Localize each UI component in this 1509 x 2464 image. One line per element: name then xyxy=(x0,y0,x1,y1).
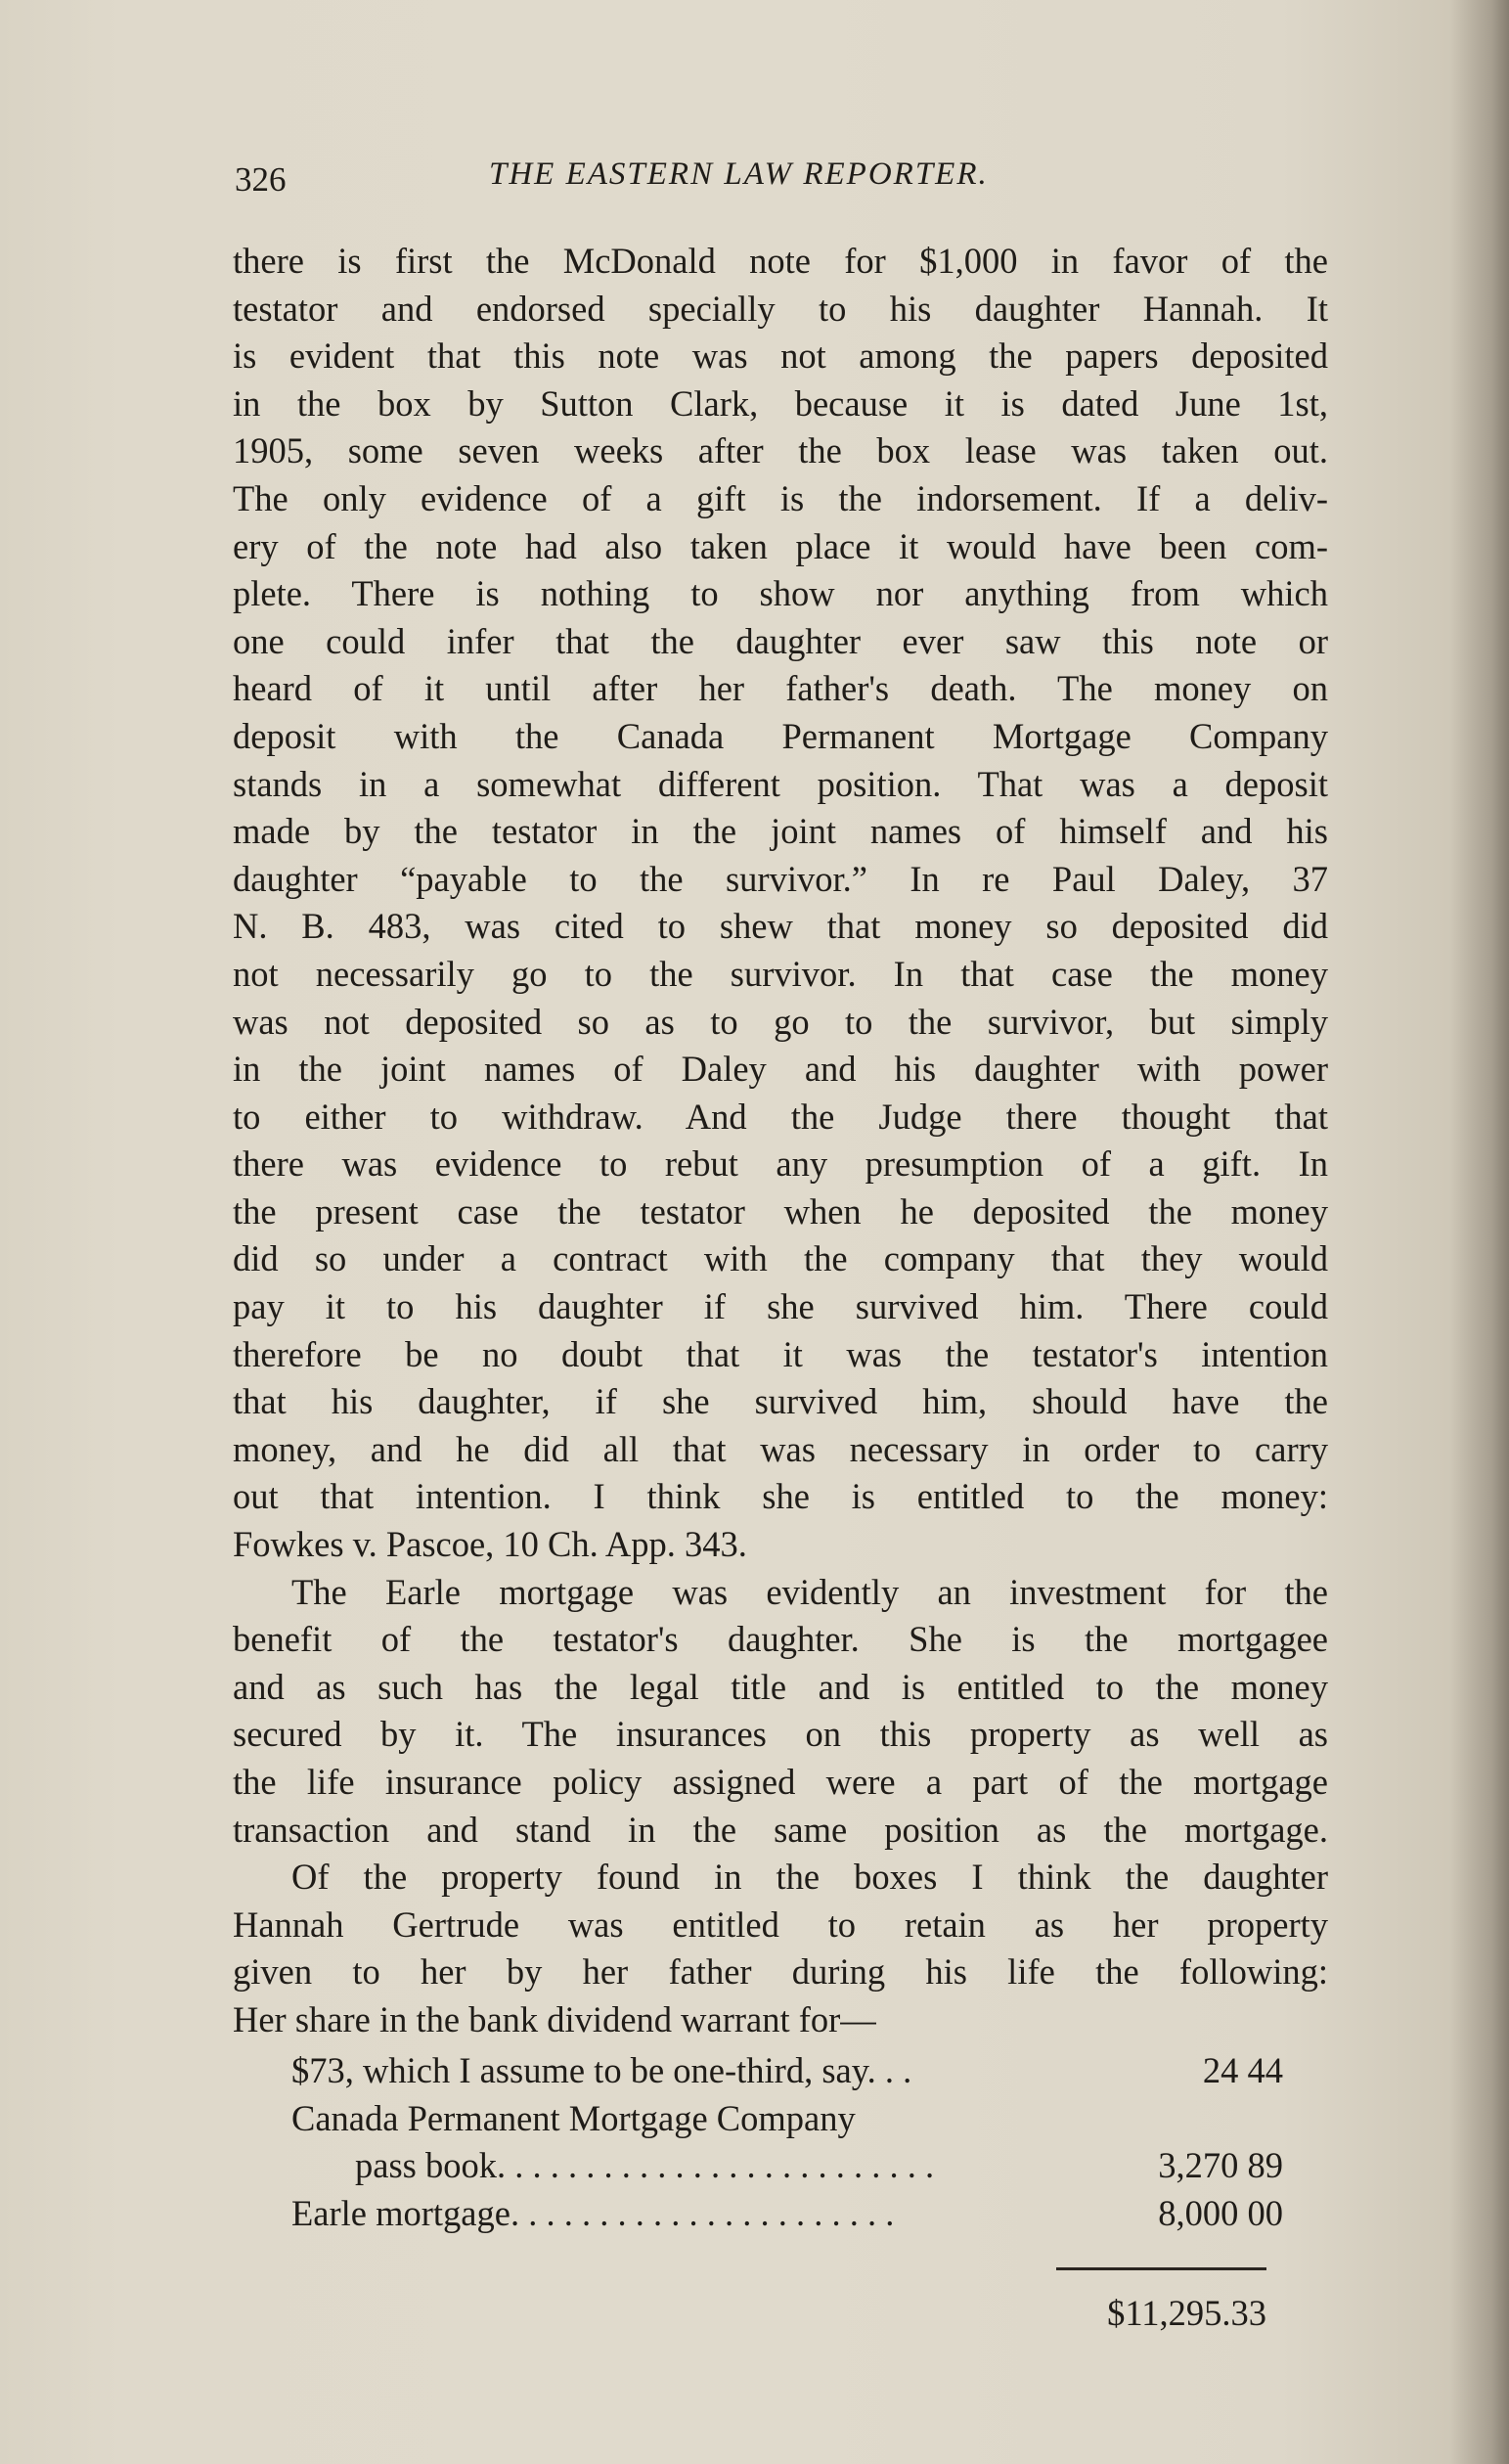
text-line: transaction and stand in the same position as the mortgage. xyxy=(233,1809,1328,1850)
text-line: Fowkes v. Pascoe, 10 Ch. App. 343. xyxy=(233,1524,747,1565)
page-edge-shadow xyxy=(1450,0,1509,2464)
text-line: daughter “payable to the survivor.” In re Paul Daley, 37 xyxy=(233,858,1328,899)
page-header xyxy=(235,157,1265,205)
text-line: benefit of the testator's daughter. She is the mortgagee xyxy=(233,1619,1328,1660)
text-line: there is first the McDonald note for $1,000 in favor of the xyxy=(233,241,1328,281)
text-line: testator and endorsed specially to his daughter Hannah. It xyxy=(233,288,1328,329)
text-line: The only evidence of a gift is the indorsement. If a deliv- xyxy=(233,477,1328,518)
text-line: was not deposited so as to go to the survivor, but simply xyxy=(233,1001,1328,1042)
text-line: not necessarily go to the survivor. In that case the money xyxy=(233,953,1328,994)
ledger-amount: 8,000 00 xyxy=(1158,2192,1283,2233)
ledger-label: $73, which I assume to be one-third, say. . . xyxy=(291,2050,912,2090)
running-head: THE EASTERN LAW REPORTER. xyxy=(489,157,989,192)
text-line: Her share in the bank dividend warrant for— xyxy=(233,1998,876,2039)
text-line: money, and he did all that was necessary in order to carry xyxy=(233,1428,1328,1469)
text-line: made by the testator in the joint names of himself and his xyxy=(233,811,1328,852)
text-line: did so under a contract with the company that they would xyxy=(233,1238,1328,1279)
text-line: N. B. 483, was cited to shew that money so deposited did xyxy=(233,906,1328,947)
text-line: that his daughter, if she survived him, should have the xyxy=(233,1381,1328,1422)
total-rule xyxy=(1056,2267,1266,2270)
text-line: Of the property found in the boxes I think the daughter xyxy=(291,1857,1328,1898)
text-line: plete. There is nothing to show nor anything from which xyxy=(233,573,1328,614)
text-line: out that intention. I think she is entitled to the money: xyxy=(233,1476,1328,1517)
text-line: to either to withdraw. And the Judge there thought that xyxy=(233,1096,1328,1137)
text-line: ery of the note had also taken place it would have been com- xyxy=(233,525,1328,566)
ledger-row xyxy=(233,2142,1328,2190)
property-ledger xyxy=(233,2047,1328,2237)
text-line: in the joint names of Daley and his daughter with power xyxy=(233,1049,1328,1090)
text-line: heard of it until after her father's death. The money on xyxy=(233,668,1328,709)
text-line: secured by it. The insurances on this property as well as xyxy=(233,1714,1328,1755)
ledger-row xyxy=(233,2047,1328,2095)
ledger-amount: 3,270 89 xyxy=(1158,2145,1283,2186)
text-line: therefore be no doubt that it was the testator's intention xyxy=(233,1333,1328,1374)
text-line: deposit with the Canada Permanent Mortgage Company xyxy=(233,715,1328,756)
text-line: in the box by Sutton Clark, because it is dated June 1st, xyxy=(233,382,1328,424)
text-line: stands in a somewhat different position. That was a deposit xyxy=(233,763,1328,804)
text-line: one could infer that the daughter ever saw this note or xyxy=(233,620,1328,661)
text-line: the life insurance policy assigned were a part of the mortgage xyxy=(233,1762,1328,1802)
ledger-row xyxy=(233,2190,1328,2238)
text-line: and as such has the legal title and is entitled to the money xyxy=(233,1666,1328,1707)
text-line: there was evidence to rebut any presumption of a gift. In xyxy=(233,1143,1328,1185)
ledger-label: Canada Permanent Mortgage Company xyxy=(291,2097,856,2138)
ledger-label: pass book. . . . . . . . . . . . . . . . . . . . . . . . . xyxy=(355,2145,935,2186)
text-line: Hannah Gertrude was entitled to retain as her property xyxy=(233,1904,1328,1945)
text-line: given to her by her father during his life the following: xyxy=(233,1951,1328,1993)
ledger-total: $11,295.33 xyxy=(1107,2293,1266,2333)
text-line: pay it to his daughter if she survived him. There could xyxy=(233,1286,1328,1327)
text-line: 1905, some seven weeks after the box lease was taken out. xyxy=(233,430,1328,471)
ledger-label: Earle mortgage. . . . . . . . . . . . . . . . . . . . . . xyxy=(291,2192,895,2233)
text-line: is evident that this note was not among the papers deposited xyxy=(233,336,1328,377)
page-number: 326 xyxy=(235,160,287,199)
ledger-row xyxy=(233,2095,1328,2143)
body-text xyxy=(233,238,1328,2044)
ledger-amount: 24 44 xyxy=(1202,2050,1283,2090)
text-line: the present case the testator when he deposited the money xyxy=(233,1190,1328,1232)
text-line: The Earle mortgage was evidently an investment for the xyxy=(291,1571,1328,1612)
